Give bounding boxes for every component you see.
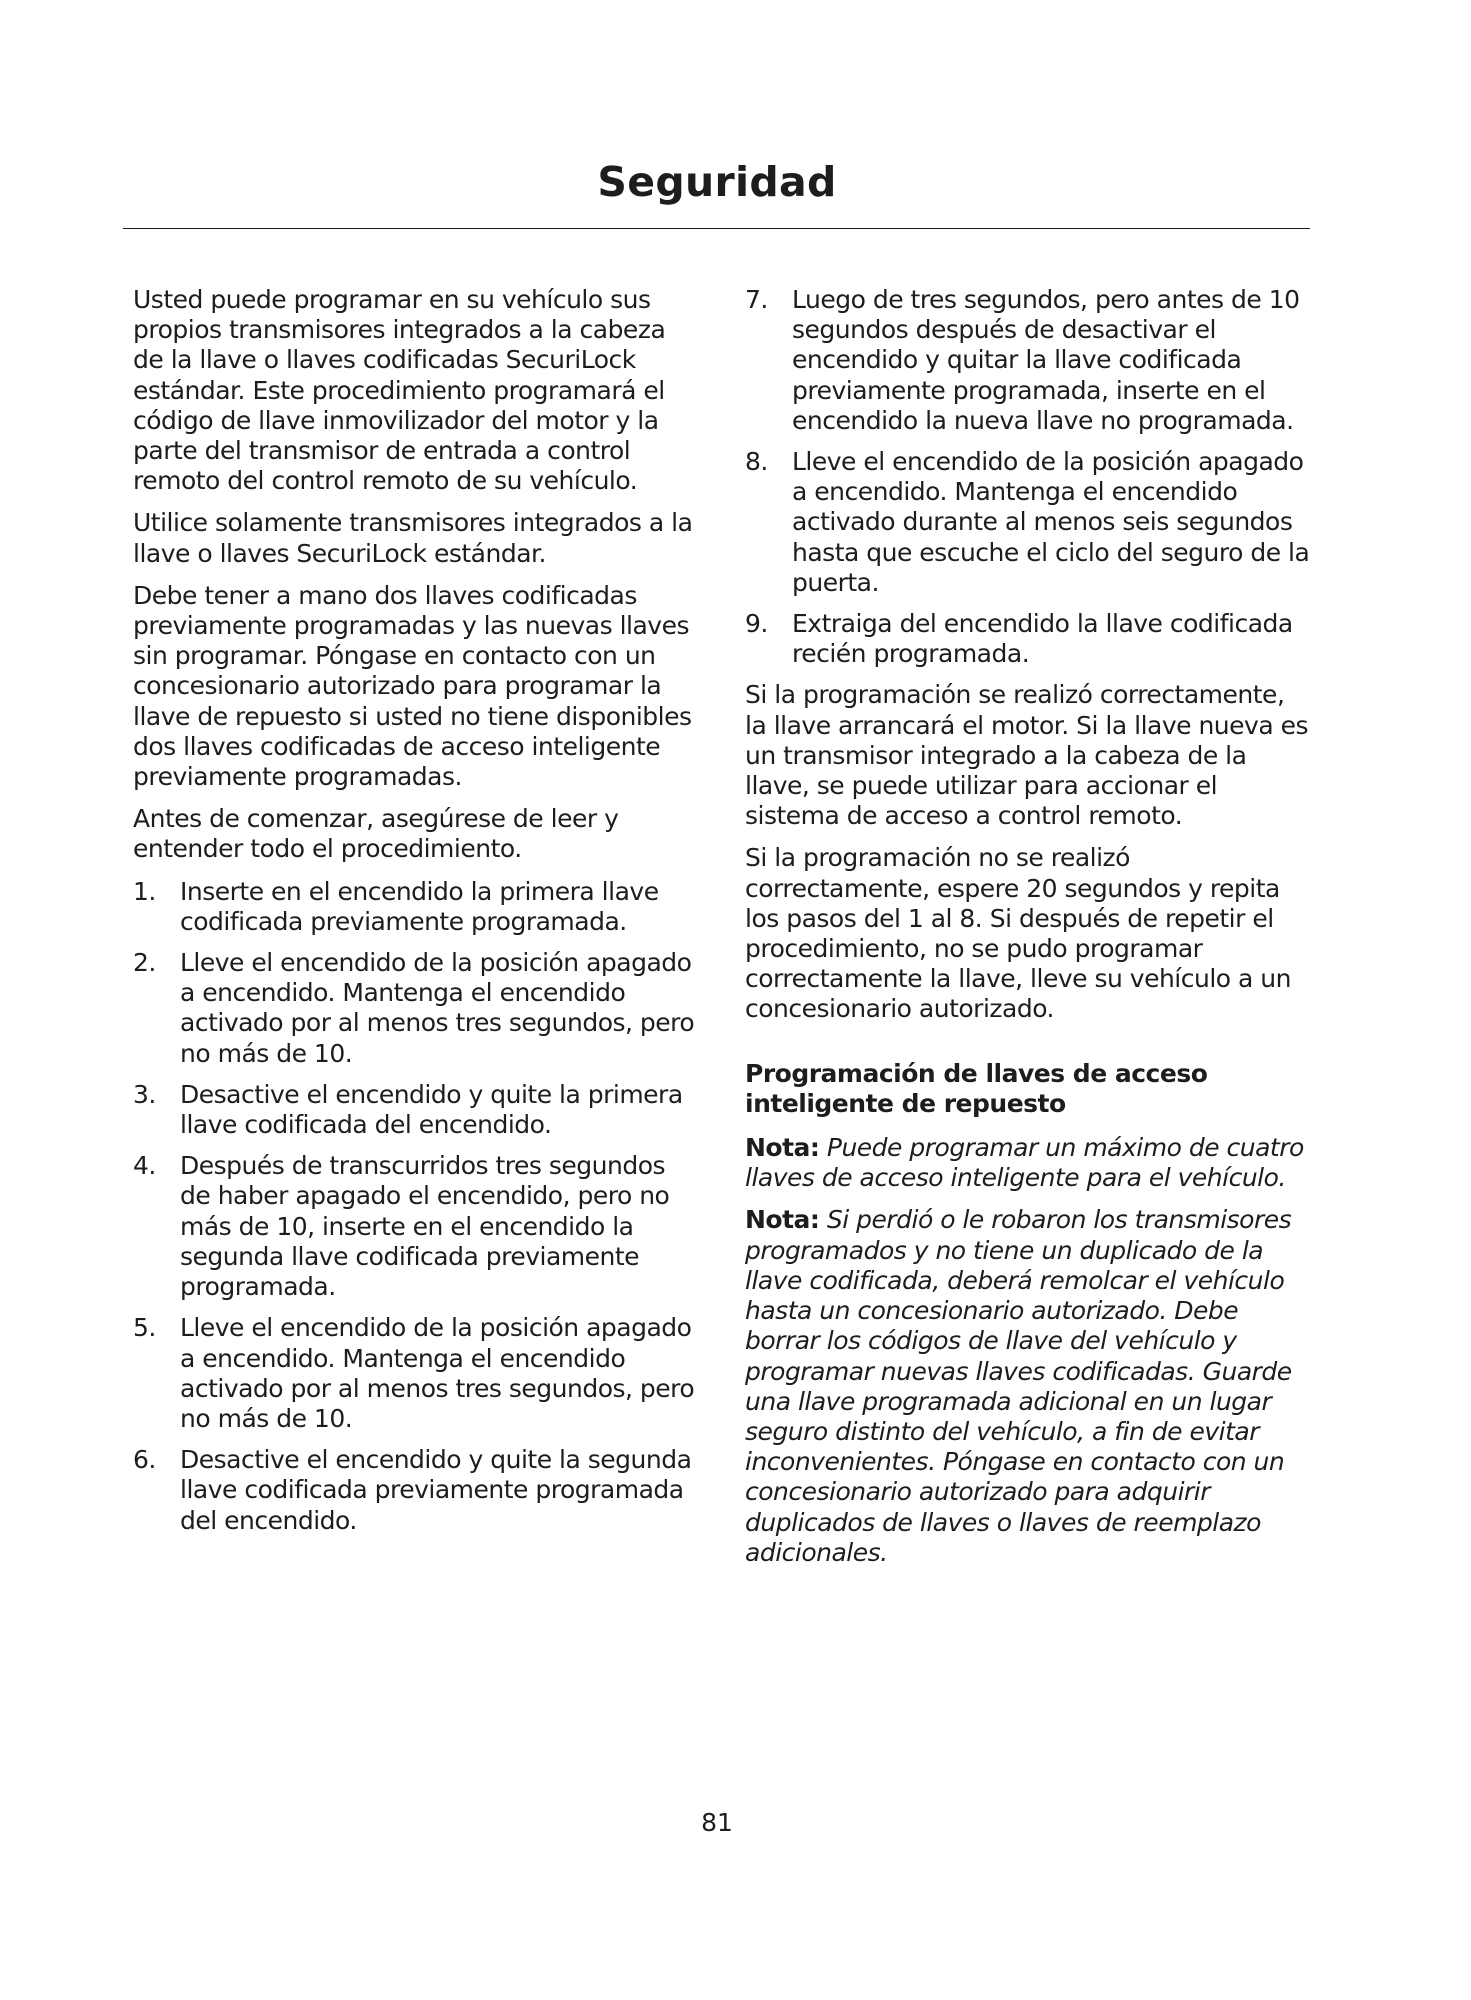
- step-number: 3.: [133, 1079, 156, 1109]
- step-number: 5.: [133, 1313, 156, 1343]
- step-text: Luego de tres segundos, pero antes de 10 segundos después de desactivar el encendido y quitar la llave codificada previamente programada, inserte en el encendido la nueva llave no programada.: [792, 285, 1300, 435]
- step-item: [133, 948, 698, 1069]
- step-number: 2.: [133, 948, 156, 978]
- note-text: Si perdió o le robaron los transmisores programados y no tiene un duplicado de la llave codificada, deberá remolcar el vehículo hasta un concesionario autorizado. Debe borrar los códigos de llave del vehículo y programar nuevas llaves codificadas. Guarde una llave programada adicional en un lugar seguro distinto del vehículo, a fin de evitar inconvenientes. Póngase en contacto con un concesionario autorizado para adquirir duplicados de llaves o llaves de reemplazo adicionales.: [745, 1205, 1292, 1567]
- step-number: 6.: [133, 1445, 156, 1475]
- paragraph: Debe tener a mano dos llaves codificadas previamente programadas y las nuevas llaves sin programar. Póngase en contacto con un concesionario autorizado para programar la llave de repuesto si usted no tiene disponibles dos llaves codificadas de acceso inteligente previamente programadas.: [133, 580, 692, 792]
- step-number: 4.: [133, 1151, 156, 1181]
- step-text: Desactive el encendido y quite la segunda llave codificada previamente programada del encendido.: [180, 1445, 692, 1535]
- step-item: [133, 1445, 698, 1536]
- step-item: [133, 1080, 698, 1140]
- step-text: Después de transcurridos tres segundos de haber apagado el encendido, pero no más de 10, inserte en el encendido la segunda llave codificada previamente programada.: [180, 1151, 670, 1302]
- step-item: [745, 285, 1310, 436]
- step-item: [133, 877, 698, 937]
- right-column: [745, 285, 1310, 1580]
- paragraph: Antes de comenzar, asegúrese de leer y entender todo el procedimiento.: [133, 804, 619, 864]
- intro-paragraph: Usted puede programar en su vehículo sus propios transmisores integrados a la cabeza de la llave o llaves codificadas SecuriLock estándar. Este procedimiento programará el código de llave inmovilizador del motor y la parte del transmisor de entrada a control remoto del control remoto de su vehículo.: [133, 285, 666, 496]
- note-text: Puede programar un máximo de cuatro llaves de acceso inteligente para el vehículo.: [745, 1133, 1304, 1193]
- step-item: [745, 609, 1310, 669]
- step-number: 9.: [745, 609, 768, 639]
- left-column: [133, 285, 698, 1547]
- procedure-steps: [133, 877, 698, 1536]
- note: [745, 1133, 1310, 1193]
- step-text: Desactive el encendido y quite la primera llave codificada del encendido.: [180, 1079, 683, 1140]
- step-text: Lleve el encendido de la posición apagado a encendido. Mantenga el encendido activado por al menos tres segundos, pero no más de 10.: [180, 948, 695, 1068]
- step-text: Lleve el encendido de la posición apagado a encendido. Mantenga el encendido activado durante al menos seis segundos hasta que escuche el ciclo del seguro de la puerta.: [792, 447, 1310, 597]
- step-item: [133, 1313, 698, 1434]
- step-number: 8.: [745, 447, 768, 477]
- paragraph: Utilice solamente transmisores integrados a la llave o llaves SecuriLock estándar.: [133, 508, 693, 568]
- page-number: 81: [701, 1808, 733, 1837]
- step-number: 1.: [133, 876, 156, 906]
- result-paragraph: Si la programación se realizó correctamente, la llave arrancará el motor. Si la llave nueva es un transmisor integrado a la cabeza de la llave, se puede utilizar para accionar el sistema de acceso a control remoto.: [745, 680, 1308, 831]
- step-text: Inserte en el encendido la primera llave codificada previamente programada.: [180, 876, 659, 936]
- step-text: Extraiga del encendido la llave codificada recién programada.: [792, 609, 1293, 669]
- title-divider: [123, 228, 1310, 229]
- note-label: Nota:: [745, 1205, 820, 1235]
- retry-paragraph: Si la programación no se realizó correctamente, espere 20 segundos y repita los pasos del 1 al 8. Si después de repetir el procedimiento, no se pudo programar correctamente la llave, lleve su vehículo a un concesionario autorizado.: [745, 843, 1291, 1024]
- page-title: Seguridad: [597, 158, 837, 206]
- section-heading: Programación de llaves de acceso inteligente de repuesto: [745, 1058, 1208, 1118]
- step-item: [745, 447, 1310, 598]
- step-item: [133, 1151, 698, 1302]
- step-number: 7.: [745, 285, 768, 314]
- step-text: Lleve el encendido de la posición apagado a encendido. Mantenga el encendido activado por al menos tres segundos, pero no más de 10.: [180, 1313, 695, 1433]
- procedure-steps-continued: [745, 285, 1310, 669]
- note-label: Nota:: [745, 1133, 820, 1163]
- note: [745, 1205, 1310, 1567]
